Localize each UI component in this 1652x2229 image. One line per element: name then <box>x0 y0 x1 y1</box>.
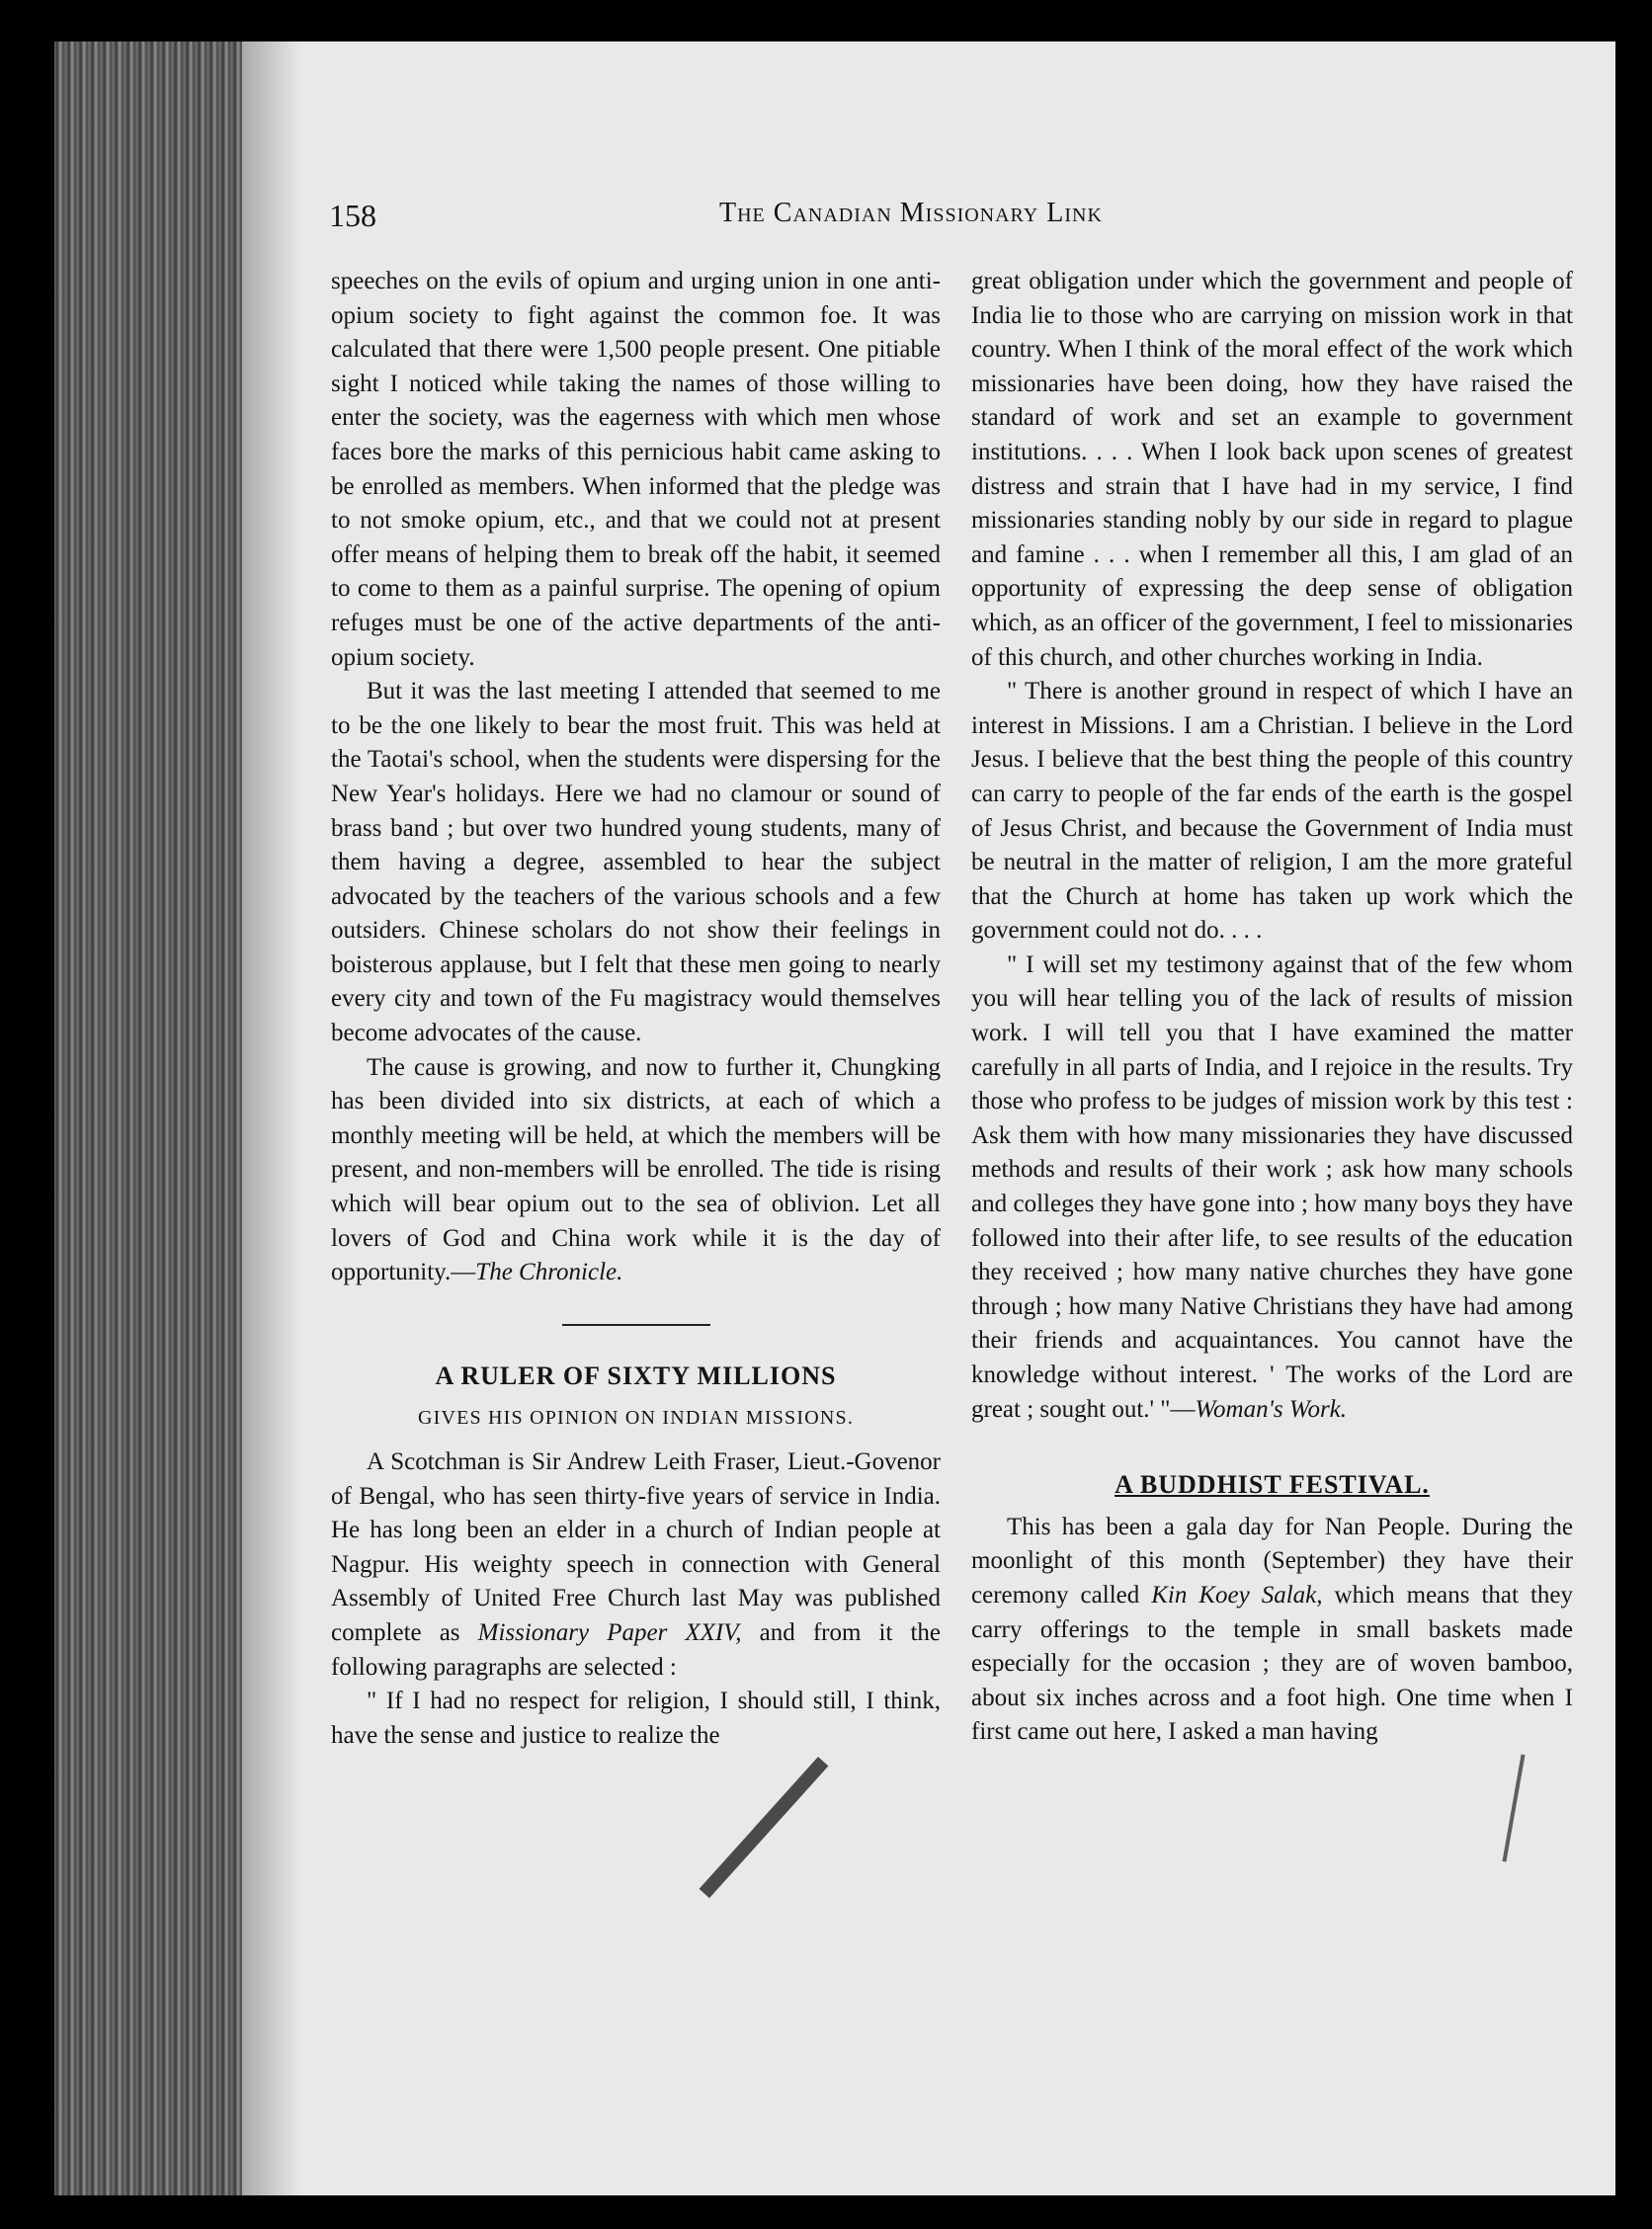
article-title-ruler: A RULER OF SIXTY MILLIONS <box>435 1361 837 1390</box>
left-paragraph-4 <box>331 1445 941 1685</box>
right-paragraph-1: great obligation under which the government and people of India lie to those who are carrying on mission work in that country. When I think of the moral effect of the work which missionaries have been doing, how they have raised the standard of work and set an example to government institutions. . . . When I look back upon scenes of greatest distress and strain that I have had in my service, I find missionaries standing nobly by our side in regard to plague and famine . . . when I remember all this, I am glad of an opportunity of expressing the deep sense of obligation which, as an officer of the government, I feel to missionaries of this church, and other churches working in India. <box>971 268 1573 671</box>
left-column <box>331 265 941 1753</box>
left-paragraph-1: speeches on the evils of opium and urging union in one anti-opium society to fight against the common foe. It was calculated that there were 1,500 people present. One pitiable sight I noticed while taking the names of those willing to enter the society, was the eagerness with which men whose faces bore the marks of this pernicious habit came asking to be enrolled as members. When informed that the pledge was to not smoke opium, etc., and that we could not at present offer means of helping them to break off the habit, it seemed to come to them as a painful surprise. The opening of opium refuges must be one of the active departments of the anti-opium society. <box>331 268 941 671</box>
left-paragraph-3-text: The cause is growing, and now to further it, Chungking has been divided into six districts, at each of which a monthly meeting will be held, at which the members will be present, and non-members will be enrolled. The tide is rising which will bear opium out to the sea of oblivion. Let all lovers of God and China work while it is the day of opportunity.— <box>331 1053 941 1286</box>
book-spine-edge <box>54 41 242 2195</box>
spine-shadow <box>242 41 301 2195</box>
left-paragraph-4-end: and from it the following paragraphs are selected : <box>331 1618 942 1681</box>
right-paragraph-4 <box>971 1511 1573 1750</box>
left-paragraph-2: But it was the last meeting I attended that seemed to me to be the one likely to bear the most fruit. This was held at the Taotai's school, when the students were dispersing for the New Year's holidays. Here we had no clamour or sound of brass band ; but over two hundred young students, many of them having a degree, assembled to hear the subject advocated by the teachers of the various schools and a few outsiders. Chinese scholars do not show their feelings in boisterous applause, but I felt that these men going to nearly every city and town of the Fu magistracy would themselves become advocates of the cause. <box>331 678 941 1047</box>
source-womans-work: Woman's Work. <box>1195 1395 1348 1423</box>
missionary-paper-title: Missionary Paper XXIV, <box>477 1618 742 1646</box>
right-column <box>971 265 1573 1750</box>
source-chronicle: The Chronicle. <box>475 1259 623 1286</box>
page-header <box>329 198 1574 237</box>
right-paragraph-4-end: which means that they carry offerings to the temple in small baskets made especially for the occasion ; they are of woven bamboo, about six inches across and a foot high. One time when I first came out here, I asked a man having <box>971 1581 1574 1746</box>
right-border <box>1620 41 1652 2195</box>
left-paragraph-4-text: A Scotchman is Sir Andrew Leith Fraser, Lieut.-Govenor of Bengal, who has seen thirty-five years of service in India. He has long been an elder in a church of Indian people at Nagpur. His weighty speech in connection with General Assembly of United Free Church last May was published complete as <box>331 1448 941 1646</box>
ceremony-name: Kin Koey Salak, <box>1151 1581 1323 1609</box>
left-paragraph-5: " If I had no respect for religion, I should still, I think, have the sense and justice to realize the <box>331 1688 941 1749</box>
article-subtitle: GIVES HIS OPINION ON INDIAN MISSIONS. <box>417 1407 855 1430</box>
right-paragraph-3 <box>971 949 1573 1427</box>
section-divider <box>562 1324 710 1326</box>
left-paragraph-3 <box>331 1051 941 1290</box>
page-number: 158 <box>329 198 376 233</box>
article-title-buddhist-festival: A BUDDHIST FESTIVAL. <box>1115 1470 1430 1500</box>
running-title: The Canadian Missionary Link <box>719 198 1103 228</box>
right-paragraph-3-text: " I will set my testimony against that of the few whom you will hear telling you of the lack of results of mission work. I will tell you that I have examined the matter carefully in all parts of India, and I rejoice in the results. Try those who profess to be judges of mission work by this test : Ask them with how many missionaries they have discussed methods and results of their work ; ask how many schools and colleges they have gone into ; how many boys they have followed into their after life, to see results of the education they received ; how many native churches they have gone through ; how many Native Christians they have had among their friends and acquaintances. You cannot have the knowledge without interest. ' The works of the Lord are great ; sought out.' "— <box>971 950 1573 1423</box>
right-paragraph-4-text: This has been a gala day for Nan People. During the moonlight of this month (September) they have their ceremony called <box>971 1513 1573 1609</box>
right-paragraph-2: " There is another ground in respect of which I have an interest in Missions. I am a Christian. I believe in the Lord Jesus. I believe that the best thing the people of this country can carry to people of the far ends of the earth is the gospel of Jesus Christ, and because the Government of India must be neutral in the matter of religion, I am the more grateful that the Church at home has taken up work which the government could not do. . . . <box>971 678 1573 945</box>
